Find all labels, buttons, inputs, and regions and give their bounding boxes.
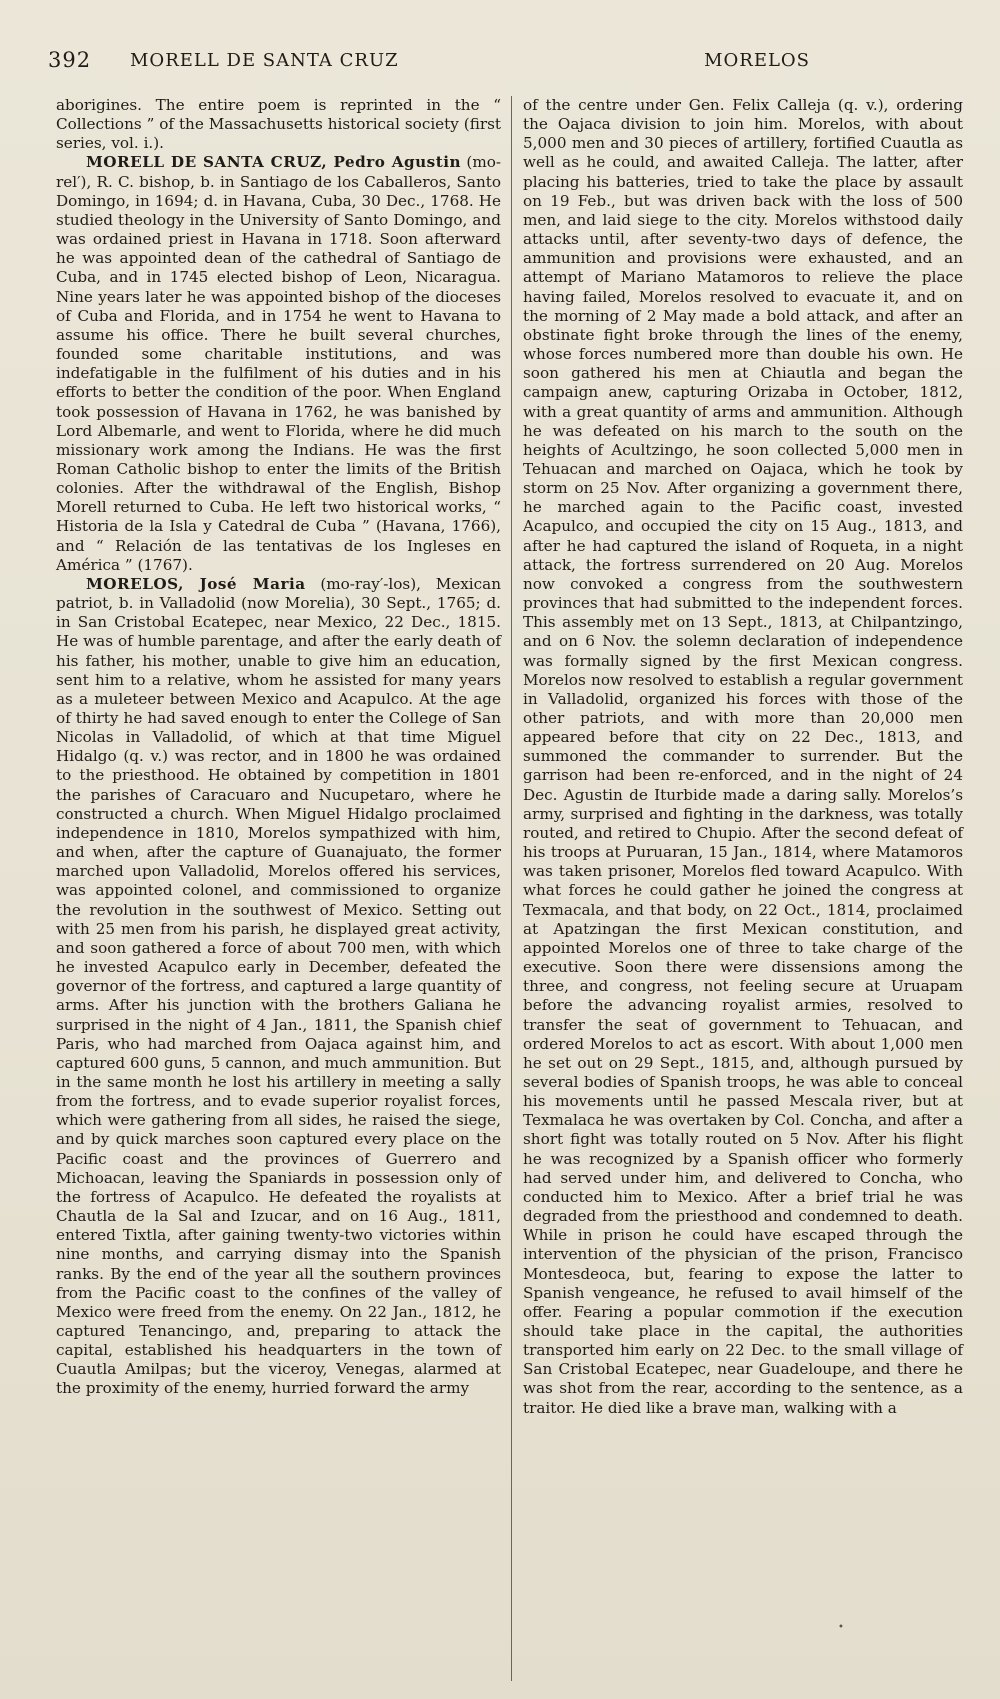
left-running-head: MORELL DE SANTA CRUZ: [130, 50, 399, 71]
entry-body: (mo-ray′-los), Mexican patriot, b. in Valladolid (now Morelia), 30 Sept., 1765; d. in San Cristobal Ecatepec, near Mexico, 22 Dec., 1815. He was of humble parentage, and after the early death of his father, his mother, unable to give him an education, sent him to a relative, whom he assisted for many years as a muleteer between Mexico and Acapulco. At the age of thirty he had saved enough to enter the College of San Nicolas in Valladolid, of which at that time Miguel Hidalgo (q. v.) was rector, and in 1800 he was ordained to the priesthood. He obtained by competition in 1801 the parishes of Caracuaro and Nucupetaro, where he constructed a church. When Miguel Hidalgo proclaimed independence in 1810, Morelos sympathized with him, and when, after the capture of Guanajuato, the former marched upon Valladolid, Morelos offered his services, was appointed colonel, and commissioned to organize the revolution in the southwest of Mexico. Setting out with 25 men from his parish, he displayed great activity, and soon gathered a force of about 700 men, with which he invested Acapulco early in December, defeated the governor of the fortress, and captured a large quantity of arms. After his junction with the brothers Galiana he surprised in the night of 4 Jan., 1811, the Spanish chief Paris, who had marched from Oajaca against him, and captured 600 guns, 5 cannon, and much ammunition. But in the same month he lost his artillery in meeting a sally from the fortress, and to evade superior royalist forces, which were gathering from all sides, he raised the siege, and by quick marches soon captured every place on the Pacific coast and the provinces of Guerrero and Michoacan, leaving the Spaniards in possession only of the fortress of Acapulco. He defeated the royalists at Chautla de la Sal and Izucar, and on 16 Aug., 1811, entered Tixtla, after gaining twenty-two victories within nine months, and carrying dismay into the Spanish ranks. By the end of the year all the southern provinces from the Pacific coast to the confines of the valley of Mexico were freed from the enemy. On 22 Jan., 1812, he captured Tenancingo, and, preparing to attack the capital, established his headquarters in the town of Cuautla Amilpas; but the viceroy, Venegas, alarmed at the proximity of the enemy, hurried forward the army: [56, 574, 502, 1398]
left-column: [56, 96, 501, 1676]
right-column: [523, 96, 963, 1676]
entry-morell: [56, 153, 501, 574]
entry-headword: MORELOS, José Maria: [86, 574, 306, 593]
ink-speck: •: [838, 1622, 844, 1633]
continued-entry-body: of the centre under Gen. Felix Calleja (q. v.), ordering the Oajaca division to join him. Morelos, with about 5,000 men and 30 pieces of artillery, fortified Cuautla as well as he could, and awaited Calleja. The latter, after placing his batteries, tried to take the place by assault on 19 Feb., but was driven back with the loss of 500 men, and laid siege to the city. Morelos withstood daily attacks until, after seventy-two days of defence, the ammunition and provisions were exhausted, and an attempt of Mariano Matamoros to relieve the place having failed, Morelos resolved to evacuate it, and on the morning of 2 May made a bold attack, and after an obstinate fight broke through the lines of the enemy, whose forces numbered more than double his own. He soon gathered his men at Chiautla and began the campaign anew, capturing Orizaba in October, 1812, with a great quantity of arms and ammunition. Although he was defeated on his march to the south on the heights of Acultzingo, he soon collected 5,000 men in Tehuacan and marched on Oajaca, which he took by storm on 25 Nov. After organizing a government there, he marched again to the Pacific coast, invested Acapulco, and occupied the city on 15 Aug., 1813, and after he had captured the island of Roqueta, in a night attack, the fortress surrendered on 20 Aug. Morelos now convoked a congress from the southwestern provinces that had submitted to the independent forces. This assembly met on 13 Sept., 1813, at Chilpantzingo, and on 6 Nov. the solemn declaration of independence was formally signed by the first Mexican congress. Morelos now resolved to establish a regular government in Valladolid, organized his forces with those of the other patriots, and with more than 20,000 men appeared before that city on 22 Dec., 1813, and summoned the commander to surrender. But the garrison had been re-enforced, and in the night of 24 Dec. Agustin de Iturbide made a daring sally. Morelos’s army, surprised and fighting in the darkness, was totally routed, and retired to Chupio. After the second defeat of his troops at Puruaran, 15 Jan., 1814, where Matamoros was taken prisoner, Morelos fled toward Acapulco. With what forces he could gather he joined the congress at Texmacala, and that body, on 22 Oct., 1814, proclaimed at Apatzingan the first Mexican constitution, and appointed Morelos one of three to take charge of the executive. Soon there were dissensions among the three, and congress, not feeling secure at Uruapam before the advancing royalist armies, resolved to transfer the seat of government to Tehuacan, and ordered Morelos to act as escort. With about 1,000 men he set out on 29 Sept., 1815, and, although pursued by several bodies of Spanish troops, he was able to conceal his movements until he passed Mescala river, but at Texmalaca he was overtaken by Col. Concha, and after a short fight was totally routed on 5 Nov. After his flight he was recognized by a Spanish officer who formerly had served under him, and delivered to Concha, who conducted him to Mexico. After a brief trial he was degraded from the priesthood and condemned to death. While in prison he could have escaped through the intervention of the physician of the prison, Francisco Montesdeoca, but, fearing to expose the latter to Spanish vengeance, he refused to avail himself of the offer. Fearing a popular commotion if the execution should take place in the capital, the authorities transported him early on 22 Dec. to the small village of San Cristobal Ecatepec, near Guadeloupe, and there he was shot from the rear, according to the sentence, as a traitor. He died like a brave man, walking with a: [523, 96, 963, 1417]
continued-paragraph: aborigines. The entire poem is reprinted in the “ Collections ” of the Massachusetts historical society (first series, vol. i.).: [56, 96, 501, 153]
entry-body: (mo-rel′), R. C. bishop, b. in Santiago de los Caballeros, Santo Domingo, in 1694; d. in Havana, Cuba, 30 Dec., 1768. He studied theology in the University of Santo Domingo, and was ordained priest in Havana in 1718. Soon afterward he was appointed dean of the cathedral of Santiago de Cuba, and in 1745 elected bishop of Leon, Nicaragua. Nine years later he was appointed bishop of the dioceses of Cuba and Florida, and in 1754 he went to Havana to assume his office. There he built several churches, founded some charitable institutions, and was indefatigable in the fulfilment of his duties and in his efforts to better the condition of the poor. When England took possession of Havana in 1762, he was banished by Lord Albemarle, and went to Florida, where he did much missionary work among the Indians. He was the first Roman Catholic bishop to enter the limits of the British colonies. After the withdrawal of the English, Bishop Morell returned to Cuba. He left two historical works, “ Historia de la Isla y Catedral de Cuba ” (Havana, 1766), and “ Relación de las tentativas de los Ingleses en América ” (1767).: [56, 153, 501, 574]
entry-morelos: [56, 575, 501, 1399]
running-header: [48, 40, 960, 80]
right-running-head: MORELOS: [704, 50, 810, 71]
entry-headword: MORELL DE SANTA CRUZ, Pedro Agustin: [86, 153, 462, 172]
column-divider: [511, 96, 512, 1681]
page-number: 392: [48, 48, 92, 72]
